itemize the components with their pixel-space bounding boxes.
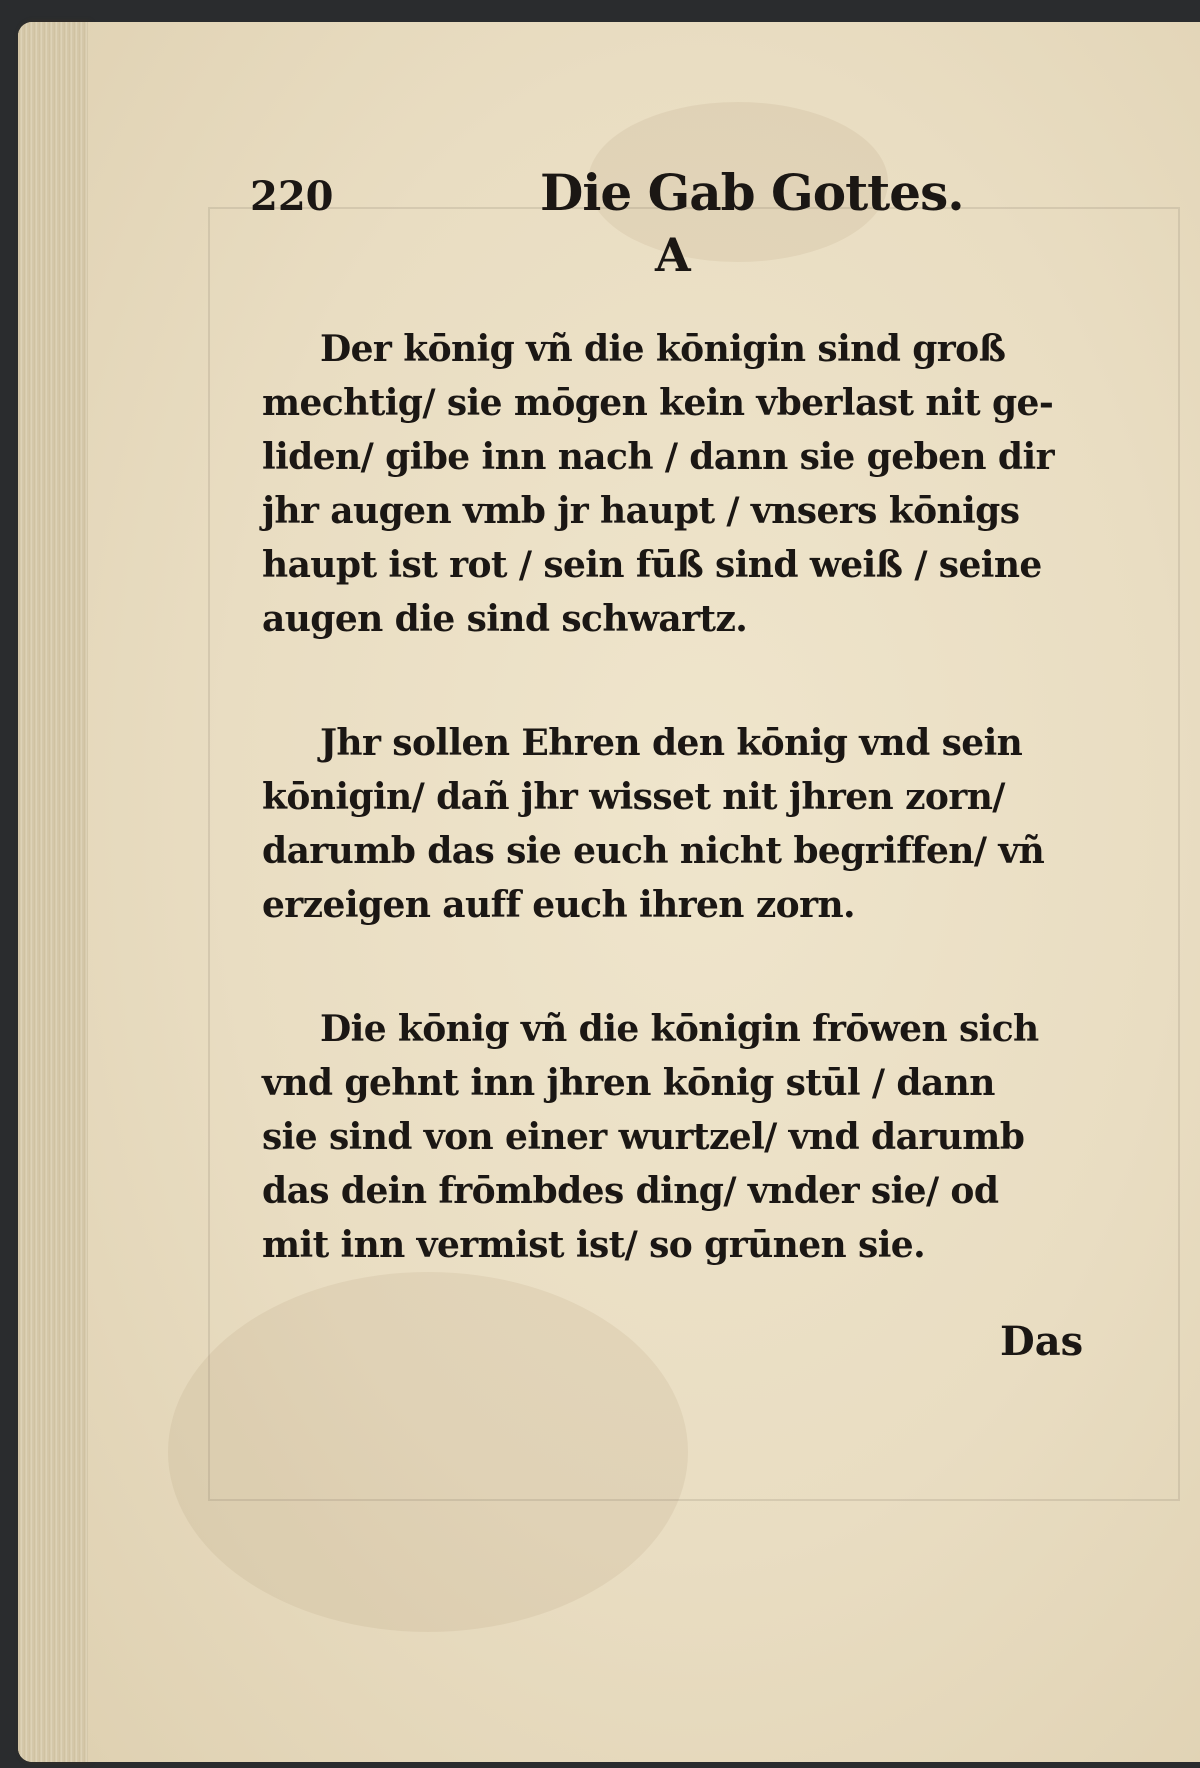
signature-mark: A (655, 228, 691, 282)
text-line: das dein frōmbdes ding/ vnder sie/ od (262, 1170, 999, 1212)
paragraph (262, 716, 1090, 932)
text-line: Die kōnig vñ die kōnigin frōwen sich (320, 1008, 1039, 1050)
text-line: Der kōnig vñ die kōnigin sind groß (320, 328, 1006, 370)
text-line: sie sind von einer wurtzel/ vnd darumb (262, 1116, 1025, 1158)
running-head (250, 155, 964, 225)
text-line: erzeigen auff euch ihren zorn. (262, 884, 855, 926)
text-line: jhr augen vmb jr haupt / vnsers kōnigs (262, 490, 1020, 532)
text-line: augen die sind schwartz. (262, 598, 748, 640)
page-edges (18, 22, 88, 1762)
text-line: mechtig/ sie mōgen kein vberlast nit ge- (262, 382, 1054, 424)
text-line: mit inn vermist ist/ so grūnen sie. (262, 1224, 926, 1266)
text-block (262, 322, 1090, 1342)
running-title: Die Gab Gottes. (540, 163, 964, 222)
page-number: 220 (250, 173, 334, 220)
text-line: Jhr sollen Ehren den kōnig vnd sein (320, 722, 1023, 764)
paragraph (262, 1002, 1090, 1272)
text-line: darumb das sie euch nicht begriffen/ vñ (262, 830, 1045, 872)
text-line: vnd gehnt inn jhren kōnig stūl / dann (262, 1062, 995, 1104)
text-line: haupt ist rot / sein fūß sind weiß / seine (262, 544, 1042, 586)
paragraph (262, 322, 1090, 646)
catchword: Das (1000, 1318, 1084, 1365)
text-line: kōnigin/ dañ jhr wisset nit jhren zorn/ (262, 776, 1005, 818)
text-line: liden/ gibe inn nach / dann sie geben dir (262, 436, 1054, 478)
